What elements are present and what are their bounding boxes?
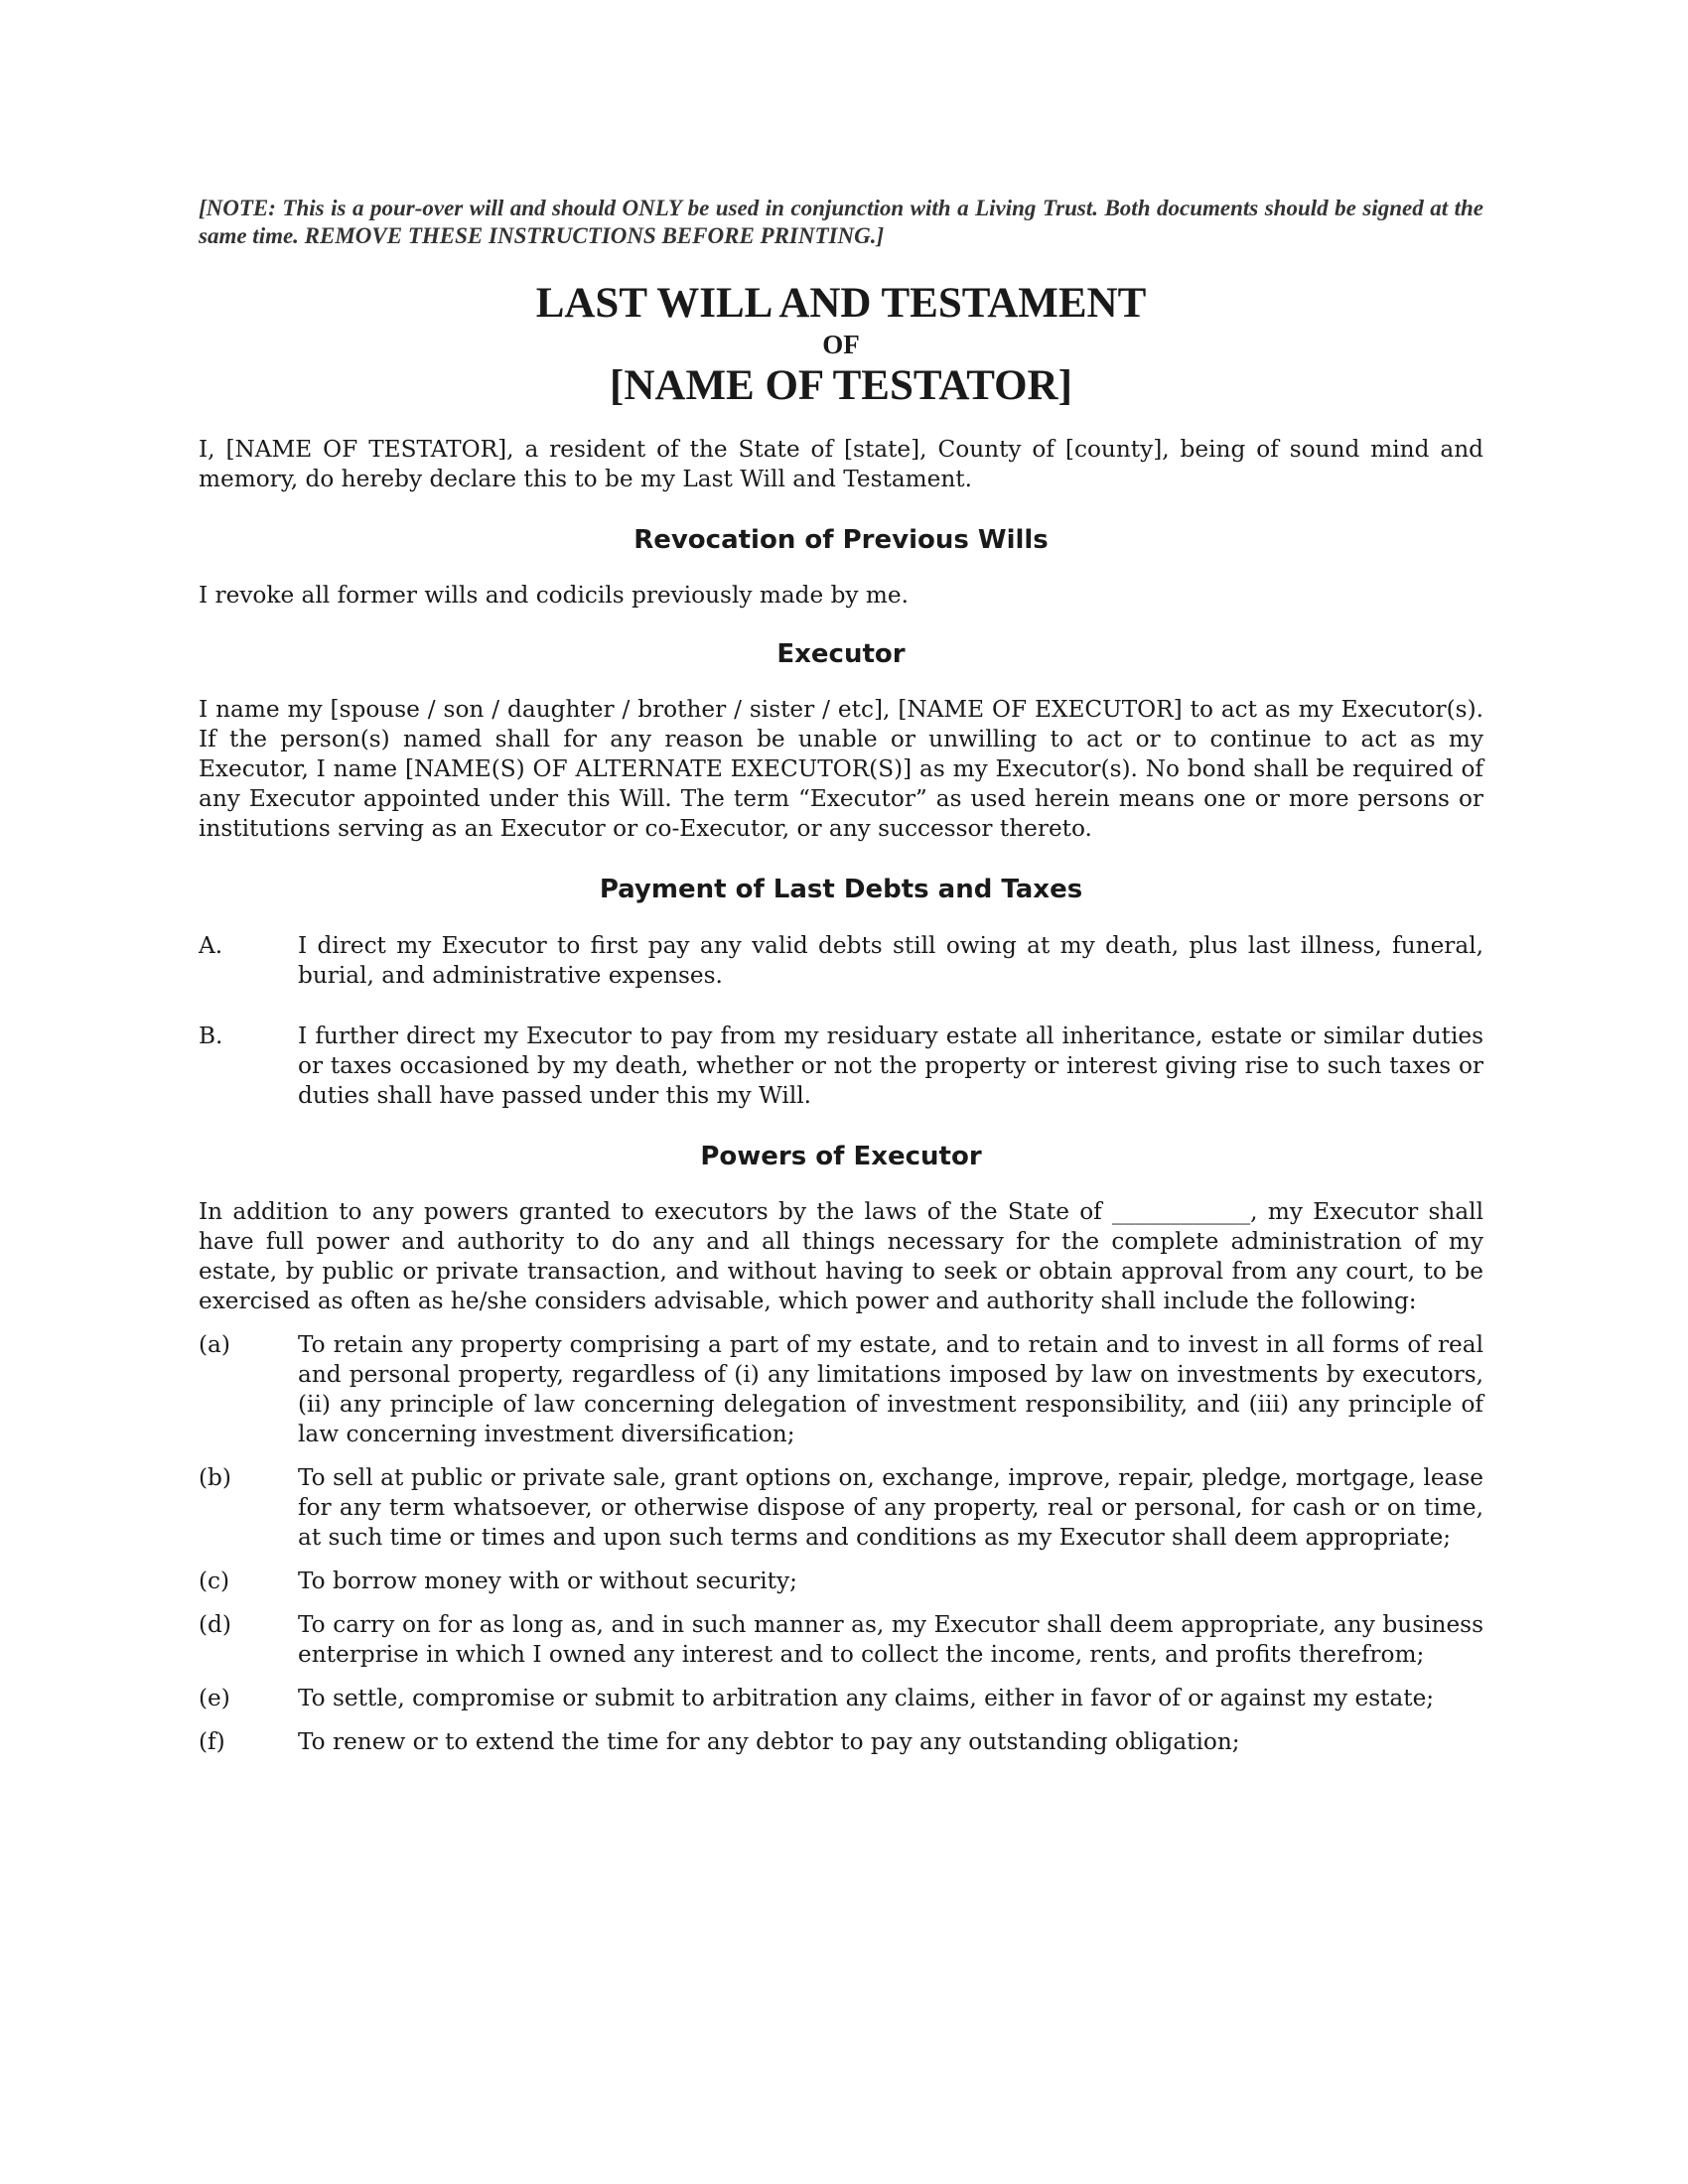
powers-item-f: [199, 1727, 1483, 1757]
title-of: OF: [822, 330, 860, 359]
testator-name-title: [NAME OF TESTATOR]: [610, 362, 1072, 409]
debts-item-text: I further direct my Executor to pay from my residuary estate all inheritance, estate or similar duties or taxes occasioned by my death, whether or not the property or interest giving rise to such taxes or duties shall have passed under this my Will.: [298, 1023, 1483, 1109]
revocation-heading: Revocation of Previous Wills: [633, 525, 1049, 555]
powers-item-b: [199, 1463, 1483, 1553]
executor-heading: Executor: [776, 639, 906, 669]
title-block: [199, 280, 1483, 411]
document-title: LAST WILL AND TESTAMENT: [535, 280, 1147, 327]
powers-item-label: (f): [199, 1728, 225, 1755]
powers-intro-paragraph: In addition to any powers granted to executors by the laws of the State of ____________, my Executor shall have full power and authority to do any and all things necessary for the complete administration of my estate, by public or private transaction, and without having to seek or obtain approval from any court, to be exercised as often as he/she considers advisable, which power and authority shall include the following:: [199, 1198, 1483, 1314]
debts-item-a: [199, 931, 1483, 991]
powers-item-a: [199, 1330, 1483, 1449]
powers-item-label: (c): [199, 1568, 230, 1594]
powers-item-text: To renew or to extend the time for any debtor to pay any outstanding obligation;: [298, 1728, 1240, 1755]
powers-item-d: [199, 1610, 1483, 1670]
instruction-note: [NOTE: This is a pour-over will and should ONLY be used in conjunction with a Living Trust. Both documents should be signed at the same time. REMOVE THESE INSTRUCTIONS BEFORE PRINTING.]: [199, 196, 1483, 248]
debts-item-label: B.: [199, 1023, 223, 1049]
executor-paragraph: I name my [spouse / son / daughter / brother / sister / etc], [NAME OF EXECUTOR] to act as my Executor(s). If the person(s) named shall for any reason be unable or unwilling to act or to continue to act as my Executor, I name [NAME(S) OF ALTERNATE EXECUTOR(S)] as my Executor(s). No bond shall be required of any Executor appointed under this Will. The term “Executor” as used herein means one or more persons or institutions serving as an Executor or co-Executor, or any successor thereto.: [199, 696, 1483, 842]
powers-item-label: (e): [199, 1685, 230, 1711]
revocation-paragraph: I revoke all former wills and codicils previously made by me.: [199, 582, 909, 609]
debts-item-text: I direct my Executor to first pay any valid debts still owing at my death, plus last illness, funeral, burial, and administrative expenses.: [298, 932, 1483, 989]
debts-heading: Payment of Last Debts and Taxes: [599, 875, 1083, 904]
powers-item-c: [199, 1567, 1483, 1596]
powers-item-e: [199, 1684, 1483, 1713]
document-page: [199, 195, 1483, 1757]
powers-item-label: (b): [199, 1464, 231, 1491]
powers-item-text: To settle, compromise or submit to arbitration any claims, either in favor of or against my estate;: [298, 1685, 1435, 1711]
powers-heading: Powers of Executor: [700, 1142, 982, 1171]
powers-item-label: (a): [199, 1331, 230, 1358]
debts-item-b: [199, 1022, 1483, 1111]
debts-item-label: A.: [199, 932, 223, 959]
powers-item-text: To sell at public or private sale, grant options on, exchange, improve, repair, pledge, mortgage, lease for any term whatsoever, or otherwise dispose of any property, real or personal, for cash or on time, at such time or times and upon such terms and conditions as my Executor shall deem appropriate;: [298, 1464, 1483, 1551]
powers-item-text: To carry on for as long as, and in such manner as, my Executor shall deem appropriate, any business enterprise in which I owned any interest and to collect the income, rents, and profits therefrom;: [298, 1611, 1483, 1668]
powers-item-text: To borrow money with or without security;: [298, 1568, 797, 1594]
powers-item-text: To retain any property comprising a part of my estate, and to retain and to invest in all forms of real and personal property, regardless of (i) any limitations imposed by law on investments by executors, (ii) any principle of law concerning delegation of investment responsibility, and (iii) any principle of law concerning investment diversification;: [298, 1331, 1483, 1447]
powers-item-label: (d): [199, 1611, 231, 1638]
intro-paragraph: I, [NAME OF TESTATOR], a resident of the State of [state], County of [county], being of sound mind and memory, do hereby declare this to be my Last Will and Testament.: [199, 436, 1483, 492]
